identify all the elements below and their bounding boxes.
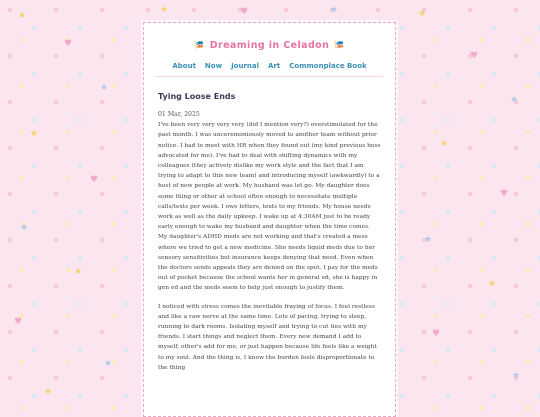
heart-sticker-icon: ♥ (90, 175, 99, 185)
journal-post (144, 77, 395, 373)
nav-link-commonplace-book[interactable]: Commonplace Book (289, 62, 367, 70)
nav-link-now[interactable]: Now (204, 62, 223, 70)
star-sticker-icon: ★ (330, 5, 339, 15)
post-title: Tying Loose Ends (158, 92, 236, 101)
star-sticker-icon: ★ (510, 95, 519, 105)
star-sticker-icon: ★ (30, 129, 39, 139)
heart-sticker-icon: ♥ (64, 39, 73, 49)
star-sticker-icon: ★ (488, 279, 497, 289)
post-paragraph: I noticed with stress comes the inevitable fraying of focus. I feel restless and like a raw nerve at the same time. Lots of pacing, trying to sleep, running to dark rooms. Isolating myself and trying to cut ties with my friends. I start things and neglect them. Every new demand I add to myself, other's add for me, or just happen because life feels like a weight to my soul. And the thing is, I know the burden feels disproportionate to the thing (158, 303, 377, 371)
site-title: Dreaming in Celadon (209, 40, 330, 51)
content-card (143, 22, 396, 417)
star-sticker-icon: ★ (512, 371, 521, 381)
star-sticker-icon: ★ (104, 359, 113, 369)
carp-streamer-icon: 🎏 (334, 41, 345, 50)
star-sticker-icon: ★ (160, 5, 169, 15)
heart-sticker-icon: ♥ (240, 7, 249, 17)
heart-sticker-icon: ♥ (14, 317, 23, 327)
nav-link-about[interactable]: About (172, 62, 196, 70)
star-sticker-icon: ★ (44, 387, 53, 397)
star-sticker-icon: ★ (440, 139, 449, 149)
heart-sticker-icon: ♥ (470, 51, 479, 61)
star-sticker-icon: ★ (418, 9, 427, 19)
site-title-link[interactable] (194, 40, 344, 51)
star-sticker-icon: ★ (100, 83, 109, 93)
post-paragraph: I've been very very very very (did I mention very?) overstimulated for the past month. I was unceremoniously moved to another team without prior notice. I had to meet with HR when they found out (my kind previous boss advocated for me). I've had to deal with shifting dynamics with my colleagues (they actively dislike my work style and the fact that I am trying to adapt to this new team) and introducing myself (awkwardly) to a host of new people at work. My husband was let go. My daughter does some thing or other at school often enough to necessitate multiple calls/texts per week. I owe letters, texts to my friends. My house needs work as well as the daily upkeep. I wake up at 4:30AM just to be ready early enough to wake my husband and daughter when the time comes. My daughter's ADHD meds are not working and that's created a mess where we tried to get a new medicine. She needs liquid meds due to her sensory sensitivities but insurance keeps denying that need. Even when the doctors sends appeals they are denied on the spot. I pay for the meds out of pocket because the school wants her in general ed, she is happy in gen ed and the meds seem to help just enough to justify them. (158, 122, 381, 292)
heart-sticker-icon: ♥ (500, 189, 509, 199)
star-sticker-icon: ★ (74, 267, 83, 277)
star-sticker-icon: ★ (424, 235, 433, 245)
carp-streamer-icon: 🎏 (194, 41, 205, 50)
heart-sticker-icon: ♥ (432, 329, 441, 339)
main-nav (144, 62, 395, 70)
nav-link-art[interactable]: Art (268, 62, 281, 70)
site-header (144, 23, 395, 70)
star-sticker-icon: ★ (18, 11, 27, 21)
post-date: 01 Mar, 2025 (158, 111, 200, 118)
star-sticker-icon: ★ (20, 223, 29, 233)
nav-link-journal[interactable]: Journal (231, 62, 260, 70)
